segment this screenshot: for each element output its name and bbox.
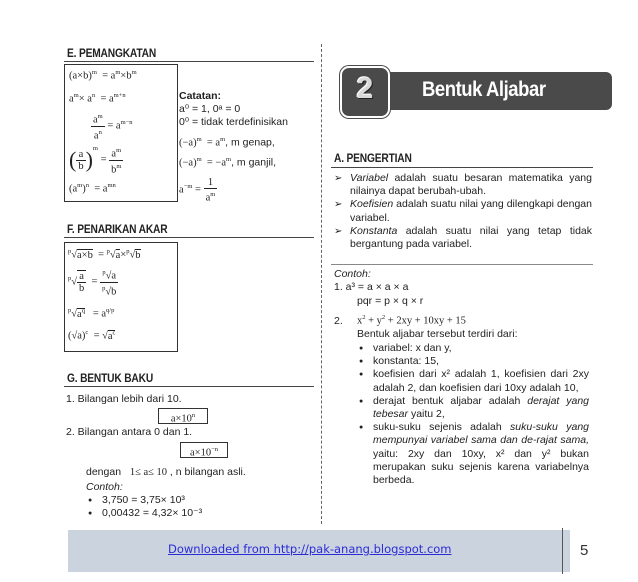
standard-form-examples [86, 494, 306, 520]
root-rule-1: $^p$√a×b = $^p$√a×$^p$√b [68, 248, 141, 261]
standard-form-small-box: $a\times 10^{-n}$ [180, 442, 228, 458]
list-item: ● 3,750 = 3,75× 10³ [86, 494, 306, 507]
list-item: ● koefisien dari x² adalah 1, koefisien dari 2xy adalah 2, dan koefisien dari 10xy adalah 10, [357, 368, 589, 394]
definitions-list [334, 172, 592, 251]
example-1b: pqr = p × q × r [357, 295, 424, 307]
section-a-rule [331, 167, 593, 168]
list-item: ● 0,00432 = 4,32× 10⁻³ [86, 507, 306, 520]
definition-variable: ➢ Variabel adalah suatu besaran matematika yang nilainya dapat berubah-ubah. [334, 172, 592, 198]
chapter-title: Bentuk Aljabar [422, 78, 546, 101]
note-negative-power: $a^{-m}$ = $\frac{1}{a^m}$ [179, 177, 216, 204]
section-g-rule [64, 386, 314, 387]
footer-divider [562, 528, 563, 574]
example-2-expression: $x^2 + y^2 + 2xy + 10xy + 15$ [357, 314, 466, 327]
example-2-description: Bentuk aljabar tersebut terdiri dari: [357, 328, 518, 340]
standard-form-item-1: 1. Bilangan lebih dari 10. [66, 393, 182, 405]
power-rule-2: $a^m\times a^n = a^{m+n}$ [69, 92, 126, 105]
notes-title: Catatan: [179, 90, 222, 102]
list-item: ● variabel: x dan y, [357, 342, 589, 355]
example-rule [331, 264, 593, 265]
page-number: 5 [580, 542, 589, 559]
example-2-breakdown [357, 342, 589, 487]
section-g-title: G. BENTUK BAKU [67, 371, 154, 385]
column-divider [321, 44, 322, 524]
power-rule-3: $\frac{a^m}{a^n}$ = $a^{m-n}$ [93, 113, 133, 141]
definition-coefficient: ➢ Koefisien adalah suatu nilai yang dilengkapi dengan variabel. [334, 198, 592, 224]
note-odd-power: $(-a)^m = -a^m$, m ganjil, [179, 156, 277, 169]
section-f-title: F. PENARIKAN AKAR [67, 222, 168, 236]
power-rules-box [64, 64, 178, 202]
power-rule-5: $(a^m)^n = a^{mn}$ [69, 182, 116, 195]
definition-constant: ➢ Konstanta adalah suatu nilai yang tetap tidak bergantung pada variabel. [334, 225, 592, 251]
root-rule-4: $(√a)^c = √a^c$ [68, 329, 116, 342]
example-label: Contoh: [334, 268, 371, 280]
section-a-title: A. PENGERTIAN [334, 151, 412, 165]
power-rule-4: ( $\frac{a}{b}$ )$^m$ = $\frac{a^m}{b^m}$ [69, 145, 122, 175]
example-1a: 1. a³ = a × a × a [334, 281, 409, 293]
power-rule-1: $(a\times b)^m = a^m\times b^m$ [69, 69, 137, 82]
example-2-number: 2. [334, 315, 343, 327]
chapter-title-band [390, 72, 612, 110]
list-item: ● derajat bentuk aljabar adalah derajat yang tebesar yaitu 2, [357, 395, 589, 421]
chapter-number: 2 [356, 72, 374, 105]
standard-form-condition: dengan 1≤ a≤ 10 , n bilangan asli. [86, 466, 246, 478]
page-number-box [570, 530, 620, 572]
section-f-rule [64, 237, 314, 238]
section-e-title: E. PEMANGKATAN [67, 46, 157, 60]
root-rule-3: $^p√a^q = a^{q/p}$ [68, 307, 115, 320]
note-even-power: $(-a)^m = a^m$, m genap, [179, 136, 275, 149]
standard-form-item-2: 2. Bilangan antara 0 dan 1. [66, 426, 193, 438]
root-rules-box [64, 242, 178, 352]
standard-form-large-box: $a\times 10^n$ [158, 408, 208, 424]
root-rule-2: $^p$√ $\frac{a}{b}$ = $\frac{^p√a}{^p√b}$ [68, 269, 117, 297]
list-item: ● konstanta: 15, [357, 355, 589, 368]
chapter-number-badge [340, 66, 390, 118]
section-e-rule [64, 61, 314, 62]
note-zero-power: a⁰ = 1, 0ᵃ = 0 [179, 103, 241, 115]
list-item: ● suku-suku sejenis adalah suku-suku yang mempunyai variabel sama dan de-rajat sama, yaitu: 2xy dan 10xy, x² dan y² bukan merupakan suku sejenis karena variabelnya berbeda. [357, 421, 589, 487]
note-undefined: 0⁰ = tidak terdefinisikan [179, 116, 288, 128]
standard-form-example-label: Contoh: [86, 481, 123, 493]
download-link[interactable]: Downloaded from http://pak-anang.blogspot.com [168, 542, 452, 556]
